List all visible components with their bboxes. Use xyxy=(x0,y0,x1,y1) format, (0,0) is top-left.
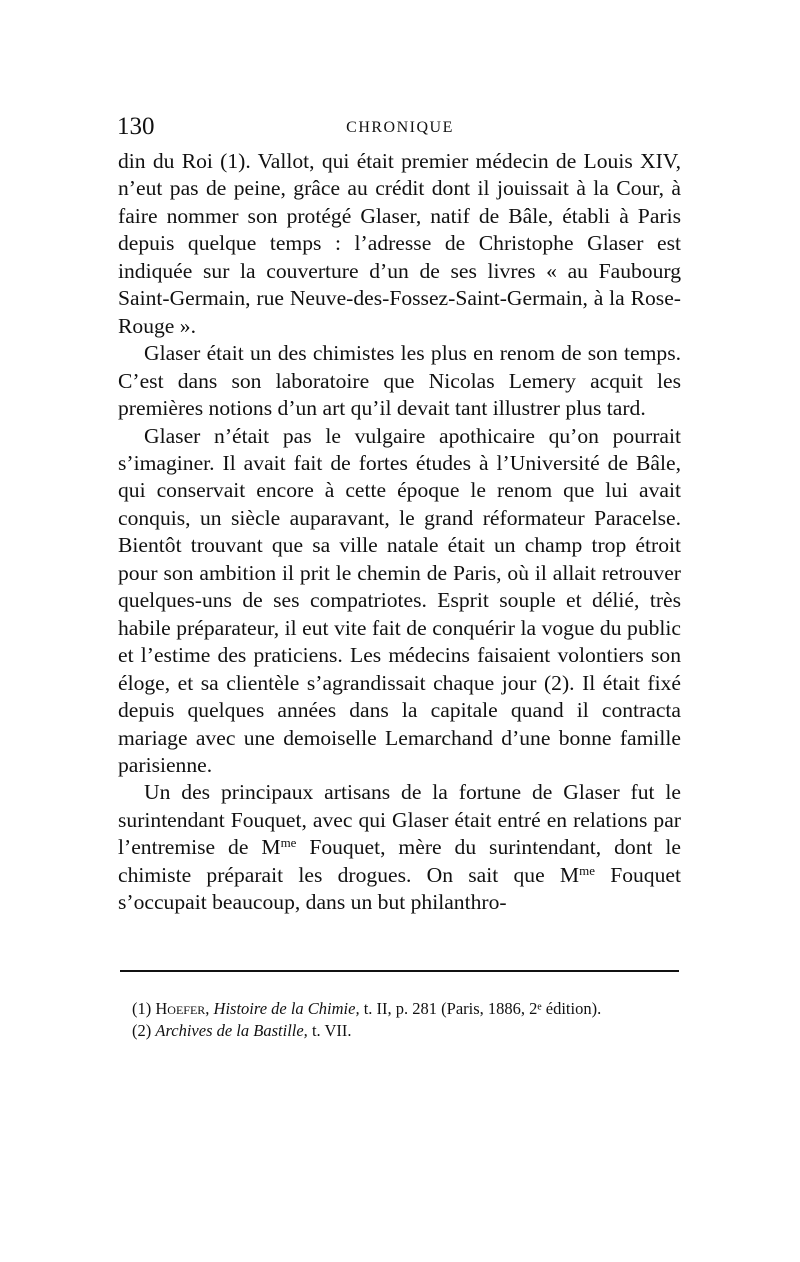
superscript-me-1: me xyxy=(280,835,297,851)
paragraph-3: Glaser n’était pas le vulgaire apothicaire qu’on pourrait s’imaginer. Il avait fait de fortes études à l’Université de Bâle, qui conservait encore à cette époque le renom que lui avait conquis, un siècle auparavant, le grand réformateur Paracelse. Bientôt trouvant que sa ville natale était un champ trop étroit pour son ambition il prit le chemin de Paris, où il allait retrouver quelques-uns de ses compatriotes. Esprit souple et délié, très habile préparateur, il eut vite fait de conquérir la vogue du public et l’estime des praticiens. Les médecins faisaient volontiers son éloge, et sa clientèle s’agrandissait chaque jour (2). Il était fixé depuis quelques années dans la capitale quand il contracta mariage avec une demoiselle Lemarchand d’une bonne famille parisienne. xyxy=(118,423,681,777)
main-text xyxy=(118,148,681,917)
paragraph-4-part-c: Fouquet s’occupait beaucoup, dans un but philanthro- xyxy=(118,862,681,915)
footnote-2 xyxy=(118,1020,681,1042)
paragraph-4 xyxy=(118,779,681,916)
paragraph-1: din du Roi (1). Vallot, qui était premier médecin de Louis XIV, n’eut pas de peine, grâce au crédit dont il jouissait à la Cour, à faire nommer son protégé Glaser, natif de Bâle, établi à Paris depuis quelque temps : l’adresse de Christophe Glaser est indiquée sur la couverture d’un de ses livres « au Faubourg Saint-Germain, rue Neuve-des-Fossez-Saint-Germain, à la Rose-Rouge ». xyxy=(118,149,681,338)
paragraph-2: Glaser était un des chimistes les plus en renom de son temps. C’est dans son laboratoire que Nicolas Lemery acquit les premières notions d’un art qu’il devait tant illustrer plus tard. xyxy=(118,341,681,421)
footnotes xyxy=(118,998,681,1042)
paragraph-4-part-b: Fouquet, mère du surintendant, dont le chimiste préparait les drogues. On sait que M xyxy=(118,835,682,887)
superscript-me-2: me xyxy=(579,862,595,878)
footnote-1-number: (1) xyxy=(132,999,156,1018)
footnote-rule xyxy=(120,970,679,972)
footnote-2-rest: t. VII. xyxy=(307,1021,352,1040)
footnote-1-rest: t. II, p. 281 (Paris, 1886, 2ᵉ édition). xyxy=(359,999,602,1018)
paragraph-4-part-a: Un des principaux artisans de la fortune de Glaser fut le surintendant Fouquet, avec qui Glaser était entré en relations par l’entremise de M xyxy=(118,780,681,860)
footnote-1 xyxy=(118,998,681,1020)
footnote-1-title: Histoire de la Chimie, xyxy=(213,999,360,1018)
footnote-2-number: (2) xyxy=(132,1021,156,1040)
running-head: CHRONIQUE xyxy=(346,119,454,136)
footnote-1-author: Hoefer, xyxy=(155,999,210,1018)
page-number: 130 xyxy=(117,113,155,140)
footnote-2-title: Archives de la Bastille, xyxy=(155,1021,308,1040)
